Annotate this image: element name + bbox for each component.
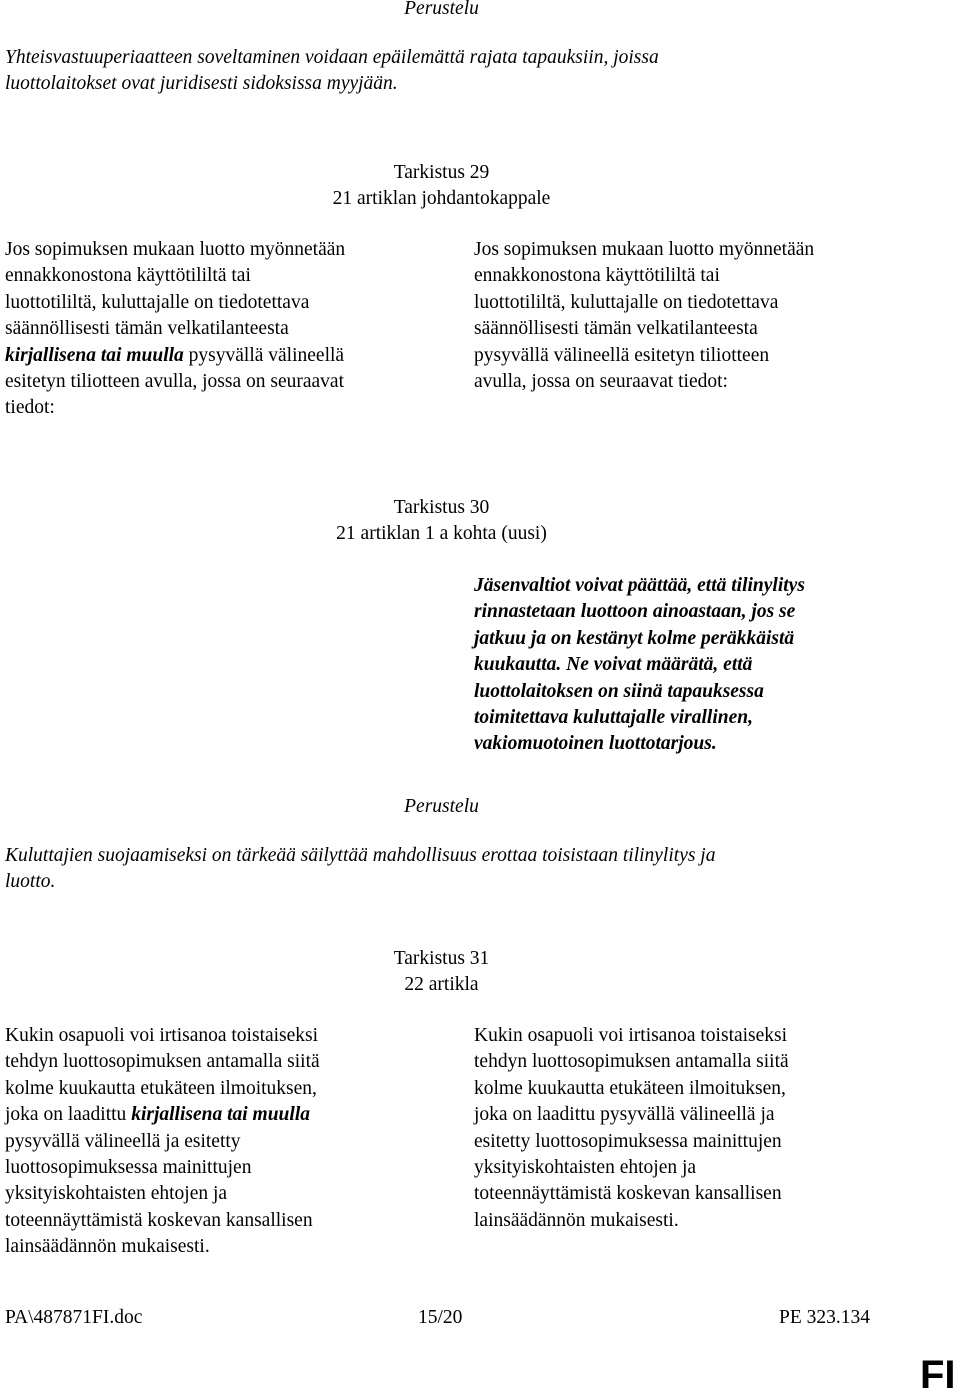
text-line: esitetyn tiliotteen avulla, jossa on seuraavat xyxy=(5,371,344,393)
text-line: toteennäyttämistä koskevan kansallisen xyxy=(5,1209,313,1231)
text-line: yksityiskohtaisten ehtojen ja xyxy=(474,1157,697,1179)
text-line: joka on laadittu pysyvällä välineellä ja xyxy=(474,1104,775,1126)
text-line: rinnastetaan luottoon ainoastaan, jos se xyxy=(474,601,796,623)
footer-page-number: 15/20 xyxy=(418,1307,463,1328)
text-line: Kuluttajien suojaamiseksi on tärkeää säilyttää mahdollisuus erottaa toisistaan tilinylitys ja xyxy=(5,845,716,866)
text-line: luottolaitokset ovat juridisesti sidoksissa myyjään. xyxy=(5,73,398,95)
amendment-31-heading xyxy=(0,946,883,999)
text-line: kolme kuukautta etukäteen ilmoituksen, xyxy=(5,1077,317,1099)
language-code: FI xyxy=(920,1353,956,1397)
text-line: Kukin osapuoli voi irtisanoa toistaiseksi xyxy=(474,1025,788,1046)
text-line: ennakkonostona käyttötililtä tai xyxy=(474,265,720,287)
text-line: luottolaitoksen on siinä tapauksessa xyxy=(474,680,764,702)
justification-heading-top: Perustelu xyxy=(404,0,479,19)
text-line: säännöllisesti tämän velkatilanteesta xyxy=(474,318,758,340)
footer-pe-ref: PE 323.134 xyxy=(779,1307,871,1328)
text-line: ennakkonostona käyttötililtä tai xyxy=(5,265,251,287)
text-line: Kukin osapuoli voi irtisanoa toistaiseksi xyxy=(5,1025,319,1046)
text-line: avulla, jossa on seuraavat tiedot: xyxy=(474,371,728,393)
amendment-subtitle: 22 artikla xyxy=(404,974,479,996)
text-line: luottotililtä, kuluttajalle on tiedotettava xyxy=(5,291,310,313)
text-line: esitetty luottosopimuksessa mainittujen xyxy=(474,1130,782,1152)
text-line: Jos sopimuksen mukaan luotto myönnetään xyxy=(5,239,346,260)
text-line: säännöllisesti tämän velkatilanteesta xyxy=(5,318,289,340)
text-fragment: pysyvällä välineellä xyxy=(183,344,345,366)
text-line: Yhteisvastuuperiaatteen soveltaminen voidaan epäilemättä rajata tapauksiin, joissa xyxy=(5,47,659,68)
text-line: Jäsenvaltiot voivat päättää, että tilinylitys xyxy=(474,575,805,596)
text-fragment: joka on laadittu xyxy=(5,1104,132,1126)
amendment-29-heading xyxy=(0,160,883,213)
justification-heading: Perustelu xyxy=(404,796,479,817)
text-line: toimitettava kuluttajalle virallinen, xyxy=(474,707,753,729)
text-line: luottosopimuksessa mainittujen xyxy=(5,1157,252,1179)
amendment-30-right-column xyxy=(474,573,914,758)
text-line: tehdyn luottosopimuksen antamalla siitä xyxy=(474,1051,789,1073)
text-line xyxy=(5,343,415,369)
amendment-title: Tarkistus 29 xyxy=(393,162,490,183)
text-line xyxy=(5,1102,415,1128)
text-line: kolme kuukautta etukäteen ilmoituksen, xyxy=(474,1077,786,1099)
text-line: tiedot: xyxy=(5,397,55,419)
text-line: toteennäyttämistä koskevan kansallisen xyxy=(474,1183,782,1205)
deleted-emphasis: kirjallisena tai muulla xyxy=(131,1104,310,1126)
text-line: lainsäädännön mukaisesti. xyxy=(474,1209,679,1231)
footer-doc-ref: PA\487871FI.doc xyxy=(5,1307,143,1328)
text-line: pysyvällä välineellä esitetyn tiliotteen xyxy=(474,344,770,366)
amendment-29-right-column xyxy=(474,237,914,395)
amendment-31-right-column xyxy=(474,1023,914,1234)
text-line: vakiomuotoinen luottotarjous. xyxy=(474,733,717,755)
text-line: kuukautta. Ne voivat määrätä, että xyxy=(474,654,753,676)
amendment-31-left-column xyxy=(5,1023,415,1261)
justification-text-top xyxy=(5,45,885,98)
justification-text xyxy=(5,843,885,896)
text-line: jatkuu ja on kestänyt kolme peräkkäistä xyxy=(474,627,795,649)
deleted-emphasis: kirjallisena tai muulla xyxy=(5,344,184,366)
text-line: pysyvällä välineellä ja esitetty xyxy=(5,1130,241,1152)
amendment-30-heading xyxy=(0,495,883,548)
text-line: tehdyn luottosopimuksen antamalla siitä xyxy=(5,1051,320,1073)
amendment-title: Tarkistus 31 xyxy=(393,948,490,969)
amendment-title: Tarkistus 30 xyxy=(393,497,490,518)
text-line: luottotililtä, kuluttajalle on tiedotettava xyxy=(474,291,779,313)
amendment-subtitle: 21 artiklan johdantokappale xyxy=(332,188,551,210)
text-line: yksityiskohtaisten ehtojen ja xyxy=(5,1183,228,1205)
amendment-subtitle: 21 artiklan 1 a kohta (uusi) xyxy=(336,523,547,545)
text-line: Jos sopimuksen mukaan luotto myönnetään xyxy=(474,239,815,260)
amendment-29-left-column xyxy=(5,237,415,422)
text-line: luotto. xyxy=(5,871,56,893)
text-line: lainsäädännön mukaisesti. xyxy=(5,1236,210,1258)
